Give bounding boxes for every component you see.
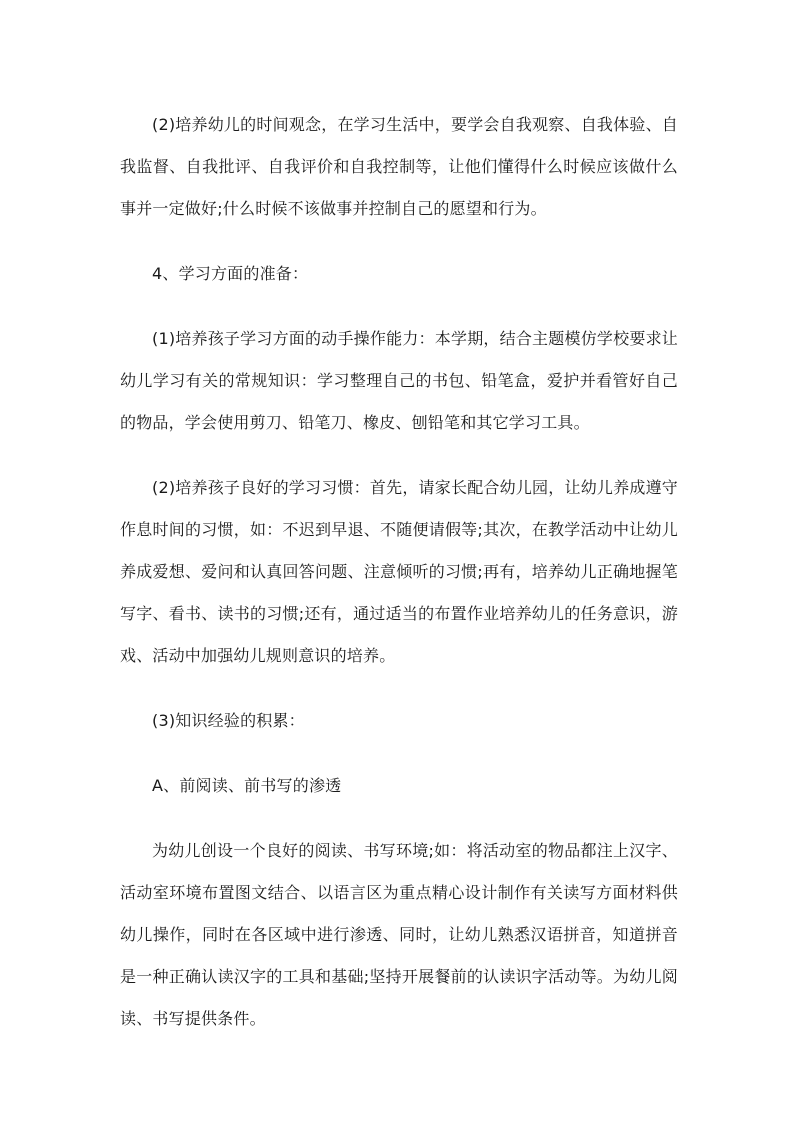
paragraph-hands-on-ability: (1)培养孩子学习方面的动手操作能力：本学期，结合主题模仿学校要求让幼儿学习有关的常规知识：学习整理自己的书包、铅笔盒，爱护并看管好自己的物品，学会使用剪刀、铅笔刀、橡皮、刨铅笔和其它学习工具。 [120, 329, 678, 432]
paragraph-gap [120, 295, 678, 318]
paragraph-gap [120, 444, 678, 467]
subheading-pre-reading-writing: A、前阅读、前书写的渗透 [152, 776, 342, 795]
paragraph-study-habits: (2)培养孩子良好的学习习惯：首先，请家长配合幼儿园，让幼儿养成遵守作息时间的习惯，如：不迟到早退、不随便请假等;其次，在教学活动中让幼儿养成爱想、爱问和认真回答问题、注意倾听的习惯;再有，培养幼儿正确地握笔写字、看书、读书的习惯;还有，通过适当的布置作业培养幼儿的任务意识，游戏、活动中加强幼儿规则意识的培养。 [120, 478, 678, 665]
paragraph-gap [120, 230, 678, 253]
section-heading-learning-preparation: 4、学习方面的准备： [152, 264, 309, 283]
paragraph-gap [120, 742, 678, 765]
subheading-knowledge-accumulation: (3)知识经验的积累： [152, 711, 305, 730]
paragraph-gap [120, 677, 678, 700]
document-body [120, 104, 678, 1040]
paragraph-gap [120, 807, 678, 830]
paragraph-time-concept: (2)培养幼儿的时间观念，在学习生活中，要学会自我观察、自我体验、自我监督、自我批评、自我评价和自我控制等，让他们懂得什么时候应该做什么事并一定做好;什么时候不该做事并控制自己的愿望和行为。 [120, 115, 678, 218]
paragraph-reading-environment: 为幼儿创设一个良好的阅读、书写环境;如：将活动室的物品都注上汉字、活动室环境布置图文结合、以语言区为重点精心设计制作有关读写方面材料供幼儿操作，同时在各区域中进行渗透、同时，让幼儿熟悉汉语拼音，知道拼音是一种正确认读汉字的工具和基础;坚持开展餐前的认读识字活动等。为幼儿阅读、书写提供条件。 [120, 841, 678, 1028]
